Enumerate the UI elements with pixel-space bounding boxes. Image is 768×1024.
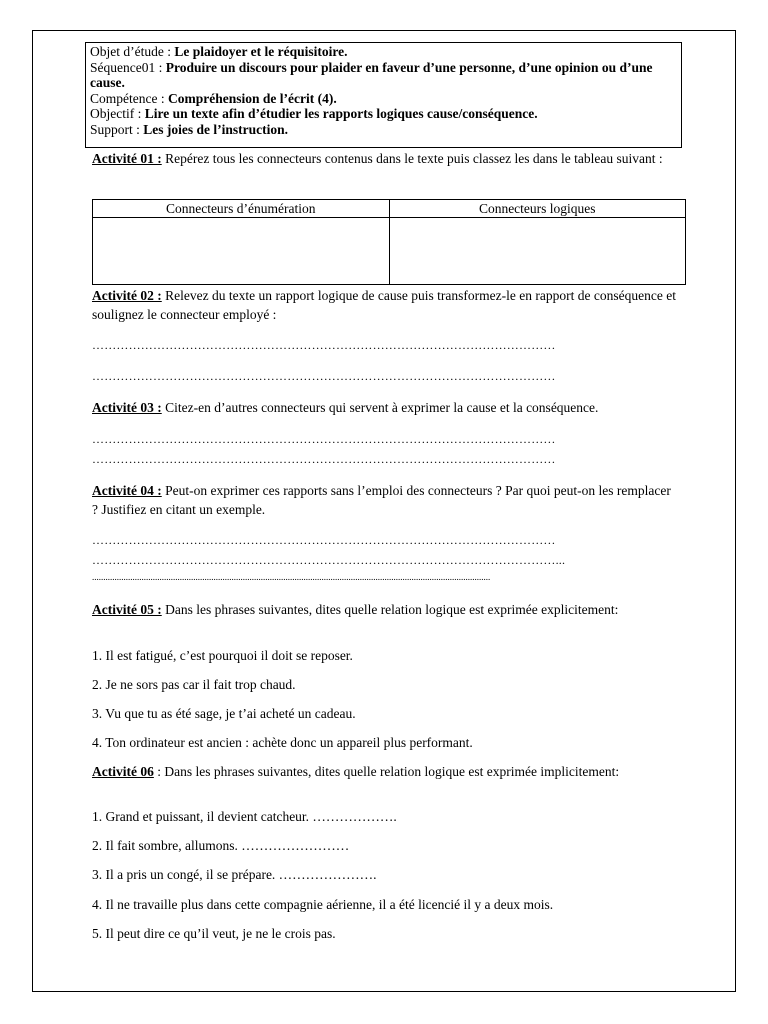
activity-04-title: Activité 04 :: [92, 483, 162, 498]
activity-06-title: Activité 06: [92, 764, 154, 779]
list-item: 4. Ton ordinateur est ancien : achète donc un appareil plus performant.: [92, 735, 473, 750]
answer-line[interactable]: ……………………………………………………………………………………………………: [92, 432, 556, 446]
activity-02-text: Relevez du texte un rapport logique de cause puis transformez-le en rapport de conséquence et soulignez le connecteur employé :: [92, 288, 676, 322]
answer-line[interactable]: ……………………………………………………………………………………………………: [92, 533, 556, 547]
answer-line[interactable]: ……………………………………………………………………………………………………: [92, 369, 556, 383]
competence: Compétence : Compréhension de l’écrit (4).: [90, 90, 337, 106]
list-item: 3. Vu que tu as été sage, je t’ai acheté un cadeau.: [92, 706, 356, 721]
activity-05: [92, 602, 676, 617]
list-item: 3. Il a pris un congé, il se prépare. ………………….: [92, 867, 377, 882]
header-box: [85, 42, 682, 148]
list-item: 4. Il ne travaille plus dans cette compagnie aérienne, il a été licencié il y a deux mois.: [92, 897, 554, 912]
objectif: Objectif : Lire un texte afin d’étudier les rapports logiques cause/conséquence.: [90, 106, 538, 121]
answer-line[interactable]: ……………………………………………………………………………………………………: [92, 338, 556, 352]
activity-03: [92, 400, 598, 416]
activity-01-title: Activité 01 :: [92, 151, 162, 166]
activity-06-text: : Dans les phrases suivantes, dites quelle relation logique est exprimée implicitement:: [153, 764, 620, 779]
activity-01: [92, 149, 676, 168]
answer-line[interactable]: .................................................................................................................................................................................: [92, 572, 491, 582]
table-header-enumeration: Connecteurs d’énumération: [93, 200, 390, 218]
activity-02: [92, 286, 676, 324]
activity-05-text: Dans les phrases suivantes, dites quelle relation logique est exprimée explicitement:: [161, 602, 619, 617]
support: Support : Les joies de l’instruction.: [90, 121, 289, 137]
list-item: 5. Il peut dire ce qu’il veut, je ne le crois pas.: [92, 926, 336, 941]
answer-line[interactable]: ……………………………………………………………………………………………………: [92, 452, 556, 466]
connecteurs-table: [92, 199, 686, 285]
activity-03-text: Citez-en d’autres connecteurs qui servent à exprimer la cause et la conséquence.: [161, 400, 599, 415]
objet-etude: Objet d’étude : Le plaidoyer et le réquisitoire.: [90, 44, 348, 59]
list-item: 2. Je ne sors pas car il fait trop chaud.: [92, 677, 296, 692]
answer-line[interactable]: ……………………………………………………………………………………………………...: [92, 553, 566, 567]
activity-02-title: Activité 02 :: [92, 288, 162, 303]
activity-04-text: Peut-on exprimer ces rapports sans l’emploi des connecteurs ? Par quoi peut-on les remplacer ? Justifiez en citant un exemple.: [92, 483, 671, 517]
activity-03-title: Activité 03 :: [92, 400, 162, 415]
list-item: 2. Il fait sombre, allumons. ……………………: [92, 838, 350, 853]
activity-06: [92, 764, 676, 779]
table-header-logiques: Connecteurs logiques: [389, 200, 686, 218]
table-cell-logiques[interactable]: [389, 218, 686, 285]
activity-04: [92, 481, 676, 519]
activity-01-text: Repérez tous les connecteurs contenus dans le texte puis classez les dans le tableau suivant :: [161, 151, 663, 166]
table-cell-enumeration[interactable]: [93, 218, 390, 285]
sequence: Séquence01 : Produire un discours pour plaider en faveur d’une personne, d’une opinion ou d’une cause.: [90, 59, 653, 90]
list-item: 1. Grand et puissant, il devient catcheur. ……………….: [92, 809, 397, 824]
activity-05-title: Activité 05 :: [92, 602, 162, 617]
list-item: 1. Il est fatigué, c’est pourquoi il doit se reposer.: [92, 648, 353, 663]
